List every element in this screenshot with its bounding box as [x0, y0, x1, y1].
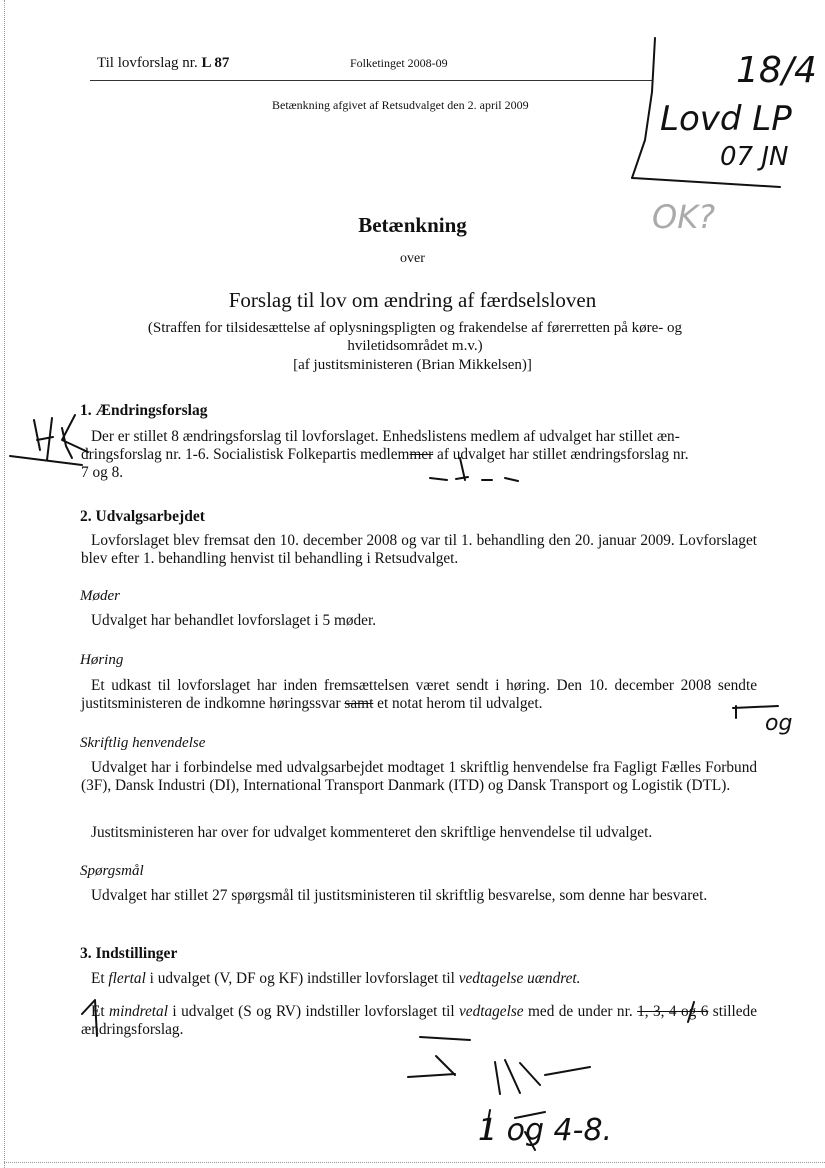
majority-outcome: vedtagelse uændret. — [458, 970, 581, 987]
bill-prefix: Til lovforslag nr. — [97, 55, 198, 71]
questions-sentence: Udvalget har stillet 27 spørgsmål til justitsministeren til skriftlig besvarelse, som denne har besvaret. — [91, 887, 708, 904]
document-title: Betænkning — [358, 213, 467, 237]
handwritten-bracket-line — [632, 38, 655, 178]
submission-date: Betænkning afgivet af Retsudvalget den 2. april 2009 — [272, 98, 529, 112]
bill-reference — [97, 55, 229, 72]
scan-margin-line — [4, 0, 5, 1168]
minority-d: stillede ændringsforslag. — [81, 1003, 757, 1038]
hearing-part-a: Et udkast til lovforslaget har inden fremsættelsen været sendt i høring. Den 10. december 2008 sendte justitsministeren de indkomne høringssvar — [81, 677, 757, 712]
meetings-heading: Møder — [80, 588, 120, 604]
hearing-heading: Høring — [80, 652, 124, 668]
law-author: [af justitsministeren (Brian Mikkelsen)] — [293, 357, 532, 373]
s1-line-c: 7 og 8. — [81, 464, 124, 481]
section-1-heading: 1. Ændringsforslag — [80, 402, 208, 419]
scan-bottom-line — [4, 1162, 825, 1163]
handwritten-ok: OK? — [652, 198, 716, 236]
parliament-session: Folketinget 2008-09 — [350, 56, 448, 70]
handwritten-og: og — [765, 711, 793, 736]
written-sentence-2: Justitsministeren har over for udvalget kommenteret den skriftlige henvendelse til udvalget. — [91, 824, 653, 841]
hearing-part-b: et notat herom til udvalget. — [373, 695, 543, 712]
law-subtitle: (Straffen for tilsidesættelse af oplysningspligten og frakendelse af førerretten på køre- og hviletidsområdet m.v.) — [147, 320, 683, 354]
handwritten-note-2: 07 JN — [720, 142, 789, 172]
hearing-text — [81, 677, 757, 713]
questions-heading: Spørgsmål — [80, 863, 144, 879]
s1-struck-word: mer — [409, 446, 434, 463]
meetings-text — [81, 612, 757, 630]
section-3-heading: 3. Indstillinger — [80, 945, 178, 962]
minority-struck-numbers: 1, 3, 4 og 6 — [637, 1003, 709, 1020]
written-heading: Skriftlig henvendelse — [80, 735, 206, 751]
handwritten-bottom-note: 1 og 4-8. — [478, 1113, 613, 1148]
majority-b: i udvalget (V, DF og KF) indstiller lovforslaget til — [145, 970, 459, 987]
minority-c: med de under nr. — [523, 1003, 638, 1020]
handwritten-note-1: Lovd LP — [660, 99, 792, 139]
questions-text — [81, 887, 757, 905]
hearing-struck-word: samt — [344, 695, 374, 712]
law-title: Forslag til lov om ændring af færdselsloven — [228, 288, 597, 312]
s1-line-b-rest: af udvalget har stillet ændringsforslag nr. — [433, 446, 689, 463]
header-rule — [90, 80, 652, 81]
s1-line-a: Der er stillet 8 ændringsforslag til lovforslaget. Enhedslistens medlem af udvalget har stillet æn- — [91, 428, 680, 445]
minority-recommendation — [81, 1003, 757, 1039]
bill-number: L 87 — [201, 55, 230, 71]
meetings-sentence: Udvalget har behandlet lovforslaget i 5 møder. — [91, 612, 377, 629]
minority-outcome: vedtagelse — [459, 1003, 524, 1020]
over-label: over — [400, 251, 425, 266]
written-sentence: Udvalget har i forbindelse med udvalgsarbejdet modtaget 1 skriftlig henvendelse fra Fagligt Fælles Forbund (3F), Dansk Industri (DI), International Transport Danmark (ITD) og Dansk Transport og Logistik (DTL). — [81, 759, 757, 794]
written-text-2 — [81, 824, 757, 842]
handwritten-underline — [632, 178, 780, 187]
written-text — [81, 759, 757, 795]
minority-a: Et — [91, 1003, 110, 1020]
section-1-text — [81, 428, 757, 482]
minority-term: mindretal — [109, 1003, 168, 1020]
minority-b: i udvalget (S og RV) indstiller lovforslaget til — [167, 1003, 460, 1020]
handwritten-date: 18/4 — [736, 50, 817, 91]
section-2-intro — [81, 532, 757, 568]
majority-a: Et — [91, 970, 109, 987]
majority-recommendation — [81, 970, 757, 988]
majority-term: flertal — [108, 970, 146, 987]
s2-intro-text: Lovforslaget blev fremsat den 10. december 2008 og var til 1. behandling den 20. januar 2009. Lovforslaget blev efter 1. behandling henvist til behandling i Retsudvalget. — [81, 532, 757, 567]
section-2-heading: 2. Udvalgsarbejdet — [80, 508, 205, 525]
s1-line-b: dringsforslag nr. 1-6. Socialistisk Folkepartis medlem — [81, 446, 410, 463]
